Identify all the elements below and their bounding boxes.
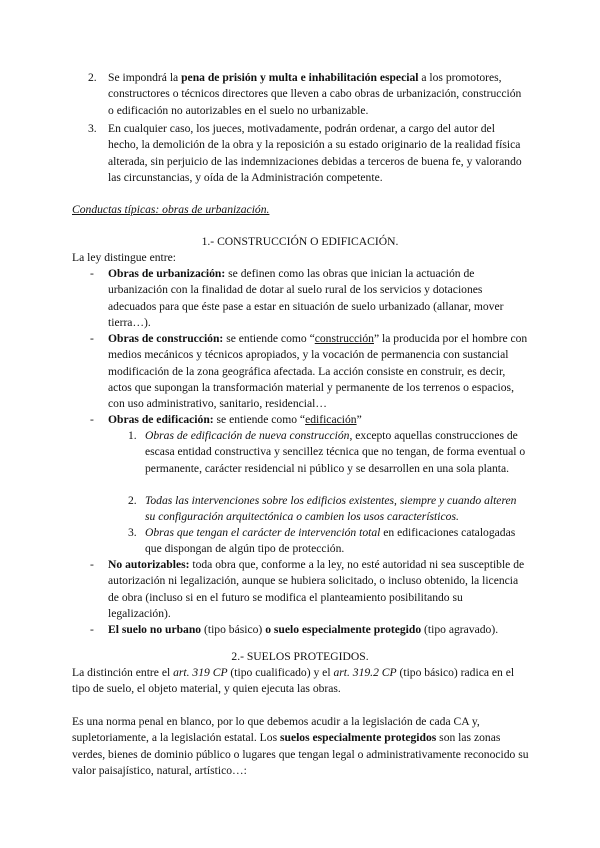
item-text: En cualquier caso, los jueces, motivadamente, podrán ordenar, a cargo del autor del hecho, la demolición de la obra y la reposición a su estado originario de la realidad física alterada, sin perjuicio de las indemnizaciones debidas a terceros de buena fe, y valorando las circunstancias, y oída de la Administración competente. — [108, 122, 522, 184]
article-reference: art. 319.2 CP — [333, 666, 397, 679]
section-title: Conductas típicas: obras de urbanización. — [72, 203, 270, 216]
dash-marker: - — [90, 623, 94, 636]
item-number: 2. — [88, 71, 97, 84]
subitem-number: 3. — [128, 526, 137, 539]
term-construccion: construcción — [314, 332, 374, 345]
bullet-text: Obras de urbanización: se definen como las obras que inician la actuación de urbanización con la finalidad de dotar al suelo rural de los servicios y dotaciones adecuados para que éste pase a estar en situación de suelo urbanizado (allanar, mover tierra…). — [108, 267, 504, 329]
item-number: 3. — [88, 122, 97, 135]
subitem-text: Obras que tengan el carácter de intervención total en edificaciones catalogadas que dispongan de algún tipo de protección. — [145, 526, 516, 556]
dash-marker: - — [90, 267, 94, 280]
subitem-number: 1. — [128, 429, 137, 442]
bullet-text: El suelo no urbano (tipo básico) o suelo especialmente protegido (tipo agravado). — [108, 623, 499, 636]
paragraph-norma-penal: Es una norma penal en blanco, por lo que debemos acudir a la legislación de cada CA y, supletoriamente, a la legislación estatal. Los suelos especialmente protegidos son las zonas verdes, bienes de dominio público o lugares que tengan legal o administrativamente reconocido su valor paisajístico, natural, artístico…: — [72, 715, 529, 777]
bullet-text: Obras de edificación: se entiende como “edificación” — [108, 413, 362, 426]
dash-marker: - — [90, 558, 94, 571]
article-reference: art. 319 CP — [173, 666, 228, 679]
bullet-text: No autorizables: toda obra que, conforme a la ley, no esté autoridad ni sea susceptible de autorización ni legalización, aunque se hubiera solicitado, o incluso obtenido, la licencia de obra (incluso si en el futuro se modifica el planteamiento posibilitando su legalización). — [108, 558, 525, 620]
bold-phrase: pena de prisión y multa e inhabilitación especial — [181, 71, 419, 84]
dash-marker: - — [90, 332, 94, 345]
term-edificacion: edificación — [305, 413, 357, 426]
heading-suelos-protegidos: 2.- SUELOS PROTEGIDOS. — [231, 650, 369, 663]
bullet-text: Obras de construcción: se entiende como “construcción” la producida por el hombre con medios mecánicos y técnicos apropiados, y la vocación de permanencia con sustancial modificación de la zona geográfica afectada. La acción consiste en construir, es decir, actos que supongan la transformación material y permanente de los terrenos o espacios, con uso administrativo, sanitario, residencial… — [108, 332, 528, 411]
dash-marker: - — [90, 413, 94, 426]
subitem-number: 2. — [128, 494, 137, 507]
heading-construccion: 1.- CONSTRUCCIÓN O EDIFICACIÓN. — [201, 235, 399, 248]
intro-text: La ley distingue entre: — [72, 251, 176, 264]
paragraph-distincion: La distinción entre el art. 319 CP (tipo cualificado) y el art. 319.2 CP (tipo básico) radica en el tipo de suelo, el objeto material, y quien ejecuta las obras. — [72, 666, 515, 696]
subitem-text: Obras de edificación de nueva construcción, excepto aquellas construcciones de escasa entidad constructiva y sencillez técnica que no tengan, de forma eventual o permanente, carácter residencial ni público y se desarrollen en una sola planta. — [145, 429, 526, 475]
item-text: Se impondrá la pena de prisión y multa e inhabilitación especial a los promotores, constructores o técnicos directores que lleven a cabo obras de urbanización, construcción o edificación no autorizables en el suelo no urbanizable. — [108, 71, 522, 117]
subitem-text: Todas las intervenciones sobre los edificios existentes, siempre y cuando alteren su configuración arquitectónica o cambien los usos característicos. — [145, 494, 517, 524]
